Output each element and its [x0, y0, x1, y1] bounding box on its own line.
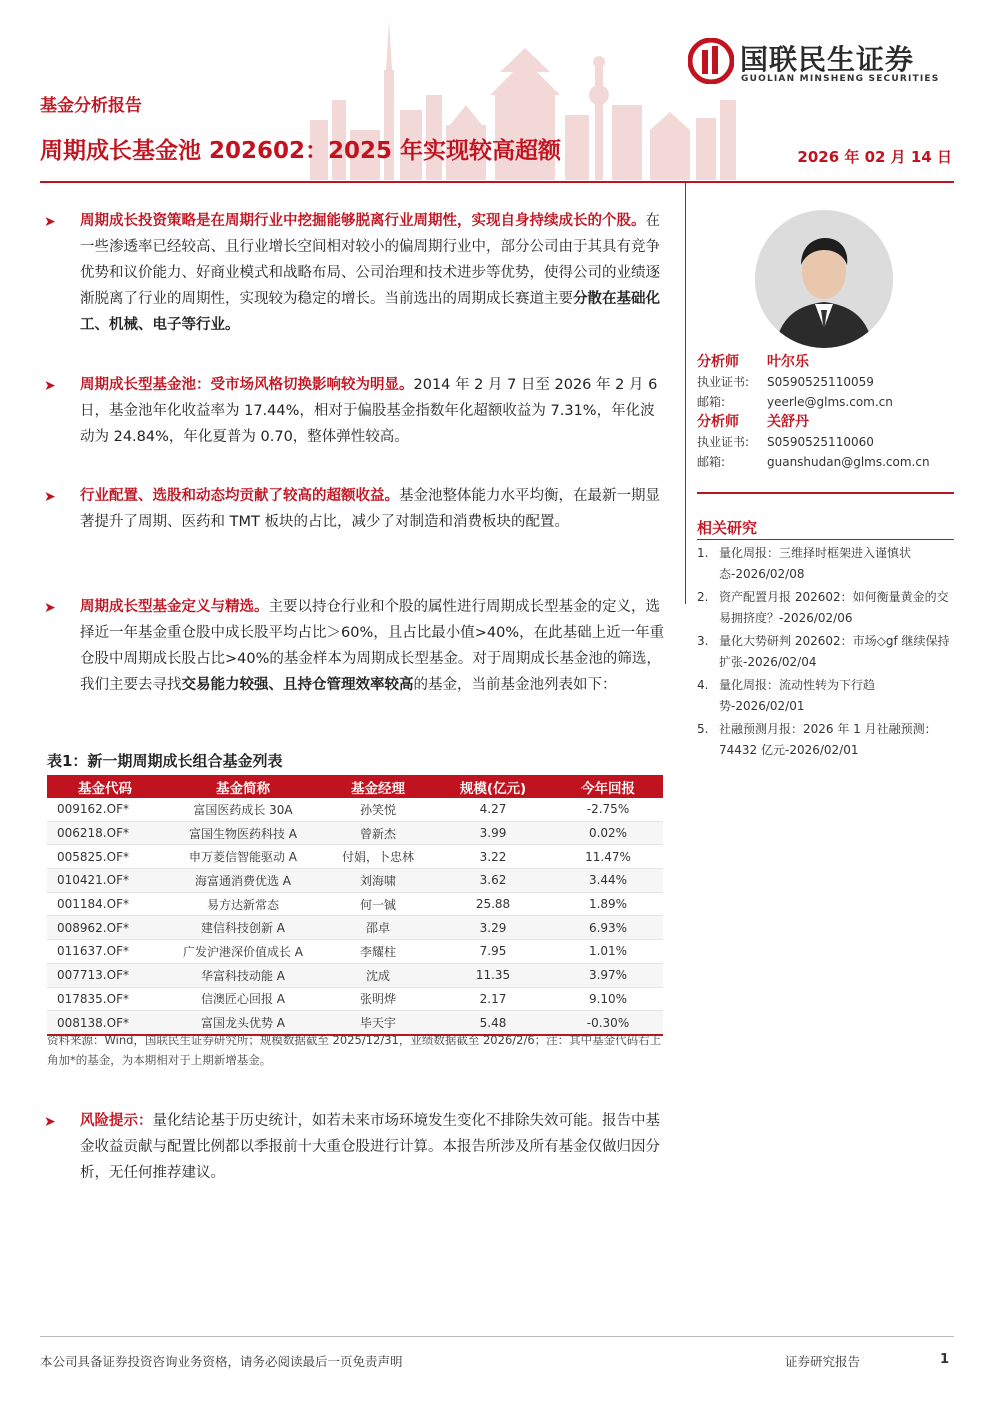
- cell-fund-size: 7.95: [433, 940, 553, 964]
- cell-ytd-return: 9.10%: [553, 987, 663, 1011]
- cert-number: S0590525110059: [767, 375, 874, 389]
- cell-fund-manager: 何一铖: [323, 892, 433, 916]
- table-source-note: 资料来源：Wind，国联民生证券研究所；规模数据截至 2025/12/31，业绩数据截至 2026/2/6；注：其中基金代码右上角加*的基金，为本期相对于上期新增基金。: [47, 1033, 662, 1067]
- cell-ytd-return: -2.75%: [553, 798, 663, 821]
- related-research-text: 社融预测月报：2026 年 1 月社融预测：74432 亿元-2026/02/01: [719, 722, 937, 757]
- analyst-name: 叶尔乐: [767, 354, 809, 370]
- cell-ytd-return: 1.89%: [553, 892, 663, 916]
- bullet-lead: 周期成长型基金池：受市场风格切换影响较为明显。: [80, 377, 414, 393]
- cell-fund-code: 007713.OF*: [47, 963, 163, 987]
- bullet-risk: [40, 1108, 666, 1186]
- table-row: [47, 963, 663, 987]
- table-row: [47, 892, 663, 916]
- risk-text: 量化结论基于历史统计，如若未来市场环境发生变化不排除失效可能。报告中基金收益贡献与配置比例都以季报前十大重仓股进行计算。本报告所涉及所有基金仅做归因分析，无任何推荐建议。: [80, 1113, 660, 1181]
- analyst-role: 分析师: [697, 354, 739, 370]
- email-address[interactable]: guanshudan@glms.com.cn: [767, 455, 930, 469]
- cell-fund-code: 006218.OF*: [47, 821, 163, 845]
- col-header-name: 基金简称: [163, 775, 323, 798]
- col-header-manager: 基金经理: [323, 775, 433, 798]
- cell-fund-name: 申万菱信智能驱动 A: [163, 845, 323, 869]
- analyst-2-row: [697, 412, 959, 432]
- cell-ytd-return: 3.44%: [553, 869, 663, 893]
- col-header-code: 基金代码: [47, 775, 163, 798]
- analyst-2-email-row: [697, 452, 959, 472]
- bullet-emphasis: 分散在基础化工、机械、电子等行业。: [80, 291, 660, 333]
- bullet-tail: 的基金，当前基金池列表如下：: [413, 677, 617, 693]
- cell-fund-name: 华富科技动能 A: [163, 963, 323, 987]
- cell-fund-size: 3.22: [433, 845, 553, 869]
- column-divider: [685, 183, 686, 604]
- arrow-bullet-icon: ➤: [44, 600, 56, 616]
- email-address[interactable]: yeerle@glms.com.cn: [767, 395, 893, 409]
- cell-fund-manager: 邵卓: [323, 916, 433, 940]
- footer-disclaimer: 本公司具备证券投资咨询业务资格，请务必阅读最后一页免责声明: [40, 1354, 403, 1369]
- cell-fund-name: 建信科技创新 A: [163, 916, 323, 940]
- cell-fund-name: 富国生物医药科技 A: [163, 821, 323, 845]
- cell-fund-name: 富国医药成长 30A: [163, 798, 323, 821]
- related-divider: [697, 539, 954, 540]
- cert-label: 执业证书:: [697, 375, 750, 389]
- col-header-return: 今年回报: [553, 775, 663, 798]
- cell-ytd-return: 11.47%: [553, 845, 663, 869]
- bullet-text: 主要以持仓行业和个股的属性进行周期成长型基金的定义，选择近一年基金重仓股中成长股平均占比＞60%，且占比最小值>40%，在此基础上近一年重仓股中周期成长股占比>40%的基金样本为周期成长型基金。对于周期成长基金池的筛选，我们主要去寻找: [80, 599, 665, 693]
- report-date: 2026 年 02 月 14 日: [797, 148, 952, 166]
- analyst-2-cert-row: [697, 432, 959, 452]
- cert-label: 执业证书:: [697, 435, 750, 449]
- cell-fund-size: 3.62: [433, 869, 553, 893]
- page-number: 1: [940, 1352, 950, 1367]
- table-row: [47, 845, 663, 869]
- cell-ytd-return: 0.02%: [553, 821, 663, 845]
- cell-fund-name: 信澳匠心回报 A: [163, 987, 323, 1011]
- footer-divider: [40, 1336, 954, 1337]
- cell-ytd-return: 3.97%: [553, 963, 663, 987]
- cell-ytd-return: 1.01%: [553, 940, 663, 964]
- table-title: 表1：新一期周期成长组合基金列表: [47, 752, 283, 770]
- cell-fund-manager: 张明烨: [323, 987, 433, 1011]
- cell-fund-manager: 沈成: [323, 963, 433, 987]
- cell-fund-size: 25.88: [433, 892, 553, 916]
- col-header-size: 规模(亿元): [433, 775, 553, 798]
- bullet-definition: [40, 594, 666, 698]
- cell-fund-code: 010421.OF*: [47, 869, 163, 893]
- cell-fund-manager: 毕天宇: [323, 1011, 433, 1035]
- table-row: [47, 940, 663, 964]
- related-research-item[interactable]: [697, 675, 959, 717]
- cell-fund-code: 005825.OF*: [47, 845, 163, 869]
- email-label: 邮箱:: [697, 395, 726, 409]
- related-research-text: 量化周报：三维择时框架进入谨慎状态-2026/02/08: [719, 546, 912, 581]
- table-row: [47, 987, 663, 1011]
- cell-fund-name: 富国龙头优势 A: [163, 1011, 323, 1035]
- analyst-1-cert-row: [697, 372, 959, 392]
- cell-ytd-return: -0.30%: [553, 1011, 663, 1035]
- company-logo: [688, 38, 958, 90]
- list-number: 4.: [697, 678, 709, 692]
- cell-fund-manager: 付娟，卜忠林: [323, 845, 433, 869]
- bullet-text: 2014 年 2 月 7 日至 2026 年 2 月 6 日，基金池年化收益率为 17.44%，相对于偏股基金指数年化超额收益为 7.31%，年化波动为 24.84%，年化夏普为 0.70，整体弹性较高。: [80, 377, 658, 445]
- analyst-photo: [755, 210, 893, 348]
- bullet-strategy: [40, 208, 666, 338]
- analyst-name: 关舒丹: [767, 414, 809, 430]
- table-row: [47, 916, 663, 940]
- cell-fund-code: 008138.OF*: [47, 1011, 163, 1035]
- bullet-lead: 行业配置、选股和动态均贡献了较高的超额收益。: [80, 488, 399, 504]
- company-name-en: GUOLIAN MINSHENG SECURITIES: [741, 74, 940, 84]
- footer-label: 证券研究报告: [785, 1354, 861, 1369]
- email-label: 邮箱:: [697, 455, 726, 469]
- cell-fund-size: 11.35: [433, 963, 553, 987]
- company-name-cn: 国联民生证券: [740, 43, 915, 76]
- analyst-1-email-row: [697, 392, 959, 412]
- table-row: [47, 869, 663, 893]
- report-title: 周期成长基金池 202602：2025 年实现较高超额: [40, 138, 562, 164]
- bullet-emphasis: 交易能力较强、且持仓管理效率较高: [181, 677, 414, 693]
- analyst-info: [697, 352, 959, 472]
- report-type: 基金分析报告: [40, 96, 142, 116]
- cell-fund-size: 3.29: [433, 916, 553, 940]
- list-number: 3.: [697, 634, 709, 648]
- cell-fund-name: 海富通消费优选 A: [163, 869, 323, 893]
- list-number: 2.: [697, 590, 709, 604]
- arrow-bullet-icon: ➤: [44, 489, 56, 505]
- cell-fund-code: 001184.OF*: [47, 892, 163, 916]
- analyst-1-row: [697, 352, 959, 372]
- cell-fund-code: 017835.OF*: [47, 987, 163, 1011]
- cell-fund-name: 易方达新常态: [163, 892, 323, 916]
- cell-fund-size: 5.48: [433, 1011, 553, 1035]
- related-research-item[interactable]: [697, 543, 959, 585]
- related-research-text: 资产配置月报 202602：如何衡量黄金的交易拥挤度？-2026/02/06: [719, 590, 949, 625]
- bullet-pool-performance: [40, 372, 666, 450]
- bullet-excess-return: [40, 483, 666, 535]
- related-research-item[interactable]: [697, 631, 959, 673]
- related-research-text: 量化大势研判 202602：市场◇gf 继续保持扩张-2026/02/04: [719, 634, 950, 669]
- bullet-text: 在一些渗透率已经较高、且行业增长空间相对较小的偏周期行业中，部分公司由于其具有竞争优势和议价能力、好商业模式和战略布局、公司治理和技术进步等优势，使得公司的业绩逐渐脱离了行业的周期性，实现较为稳定的增长。当前选出的周期成长赛道主要: [80, 213, 660, 307]
- header-divider: [40, 181, 954, 183]
- table-header-row: [47, 775, 663, 798]
- cell-fund-manager: 刘海啸: [323, 869, 433, 893]
- related-research-item[interactable]: [697, 719, 959, 761]
- analyst-divider: [697, 492, 954, 494]
- list-number: 5.: [697, 722, 709, 736]
- cell-fund-code: 008962.OF*: [47, 916, 163, 940]
- company-logo-mark-icon: [688, 38, 734, 84]
- arrow-bullet-icon: ➤: [44, 1114, 56, 1130]
- cell-fund-manager: 孙笑悦: [323, 798, 433, 821]
- cell-fund-code: 011637.OF*: [47, 940, 163, 964]
- cell-fund-code: 009162.OF*: [47, 798, 163, 821]
- cell-fund-size: 3.99: [433, 821, 553, 845]
- fund-table: [47, 775, 663, 1036]
- cell-ytd-return: 6.93%: [553, 916, 663, 940]
- table-row: [47, 821, 663, 845]
- analyst-portrait-icon: [755, 210, 893, 348]
- related-research-title: 相关研究: [697, 519, 758, 537]
- related-research-text: 量化周报：流动性转为下行趋势-2026/02/01: [719, 678, 876, 713]
- cell-fund-size: 4.27: [433, 798, 553, 821]
- arrow-bullet-icon: ➤: [44, 214, 56, 230]
- bullet-text: 基金池整体能力水平均衡，在最新一期显著提升了周期、医药和 TMT 板块的占比，减少了对制造和消费板块的配置。: [80, 488, 660, 530]
- related-research-item[interactable]: [697, 587, 959, 629]
- cell-fund-size: 2.17: [433, 987, 553, 1011]
- bullet-lead: 周期成长投资策略是在周期行业中挖掘能够脱离行业周期性，实现自身持续成长的个股。: [80, 213, 646, 229]
- cert-number: S0590525110060: [767, 435, 874, 449]
- cell-fund-manager: 李耀柱: [323, 940, 433, 964]
- cell-fund-manager: 曾新杰: [323, 821, 433, 845]
- cell-fund-name: 广发沪港深价值成长 A: [163, 940, 323, 964]
- bullet-lead: 周期成长型基金定义与精选。: [80, 599, 269, 615]
- related-research-list: [697, 543, 959, 763]
- list-number: 1.: [697, 546, 709, 560]
- arrow-bullet-icon: ➤: [44, 378, 56, 394]
- table-row: [47, 798, 663, 821]
- analyst-role: 分析师: [697, 414, 739, 430]
- risk-lead: 风险提示：: [80, 1113, 153, 1129]
